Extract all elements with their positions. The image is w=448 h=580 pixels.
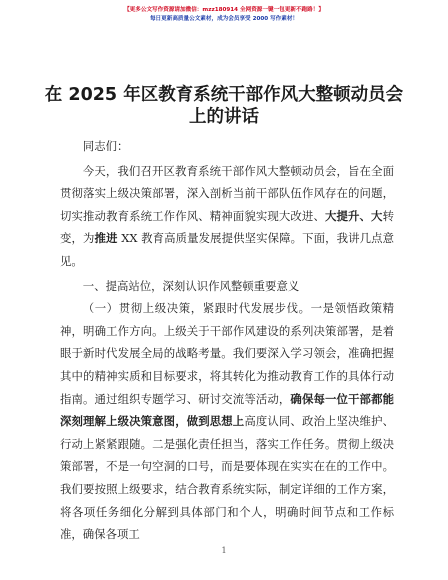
document-body [60,135,394,546]
promo-line-membership: 每日更新高质量公文素材，成为会员享受 2000 写作素材！ [149,16,299,22]
intro-text-2: 转变，为 [60,208,394,246]
promo-line-wechat: 【更多公文写作资源请加微信：mzz180914 全网资源一键一包更新不跑路！】 [124,7,324,13]
intro-bold-2: 推进 [94,231,118,246]
document-title: 在 2025 年区教育系统干部作风大整顿动员会上的讲话 [44,85,404,127]
page-number: 1 [221,546,227,555]
intro-paragraph [60,160,394,273]
section1-bold-1: 确保每一位干部都能深刻理解上级决策意图，做到思想上 [60,391,394,429]
section1-paragraph-1 [60,297,394,546]
section-heading-1: 一、提高站位，深刻认识作风整顿重要意义 [82,278,300,293]
salutation: 同志们： [82,139,129,153]
section1-text-2: 高度认同、政治上坚决维护、行动上紧紧跟随。二是强化责任担当，落实工作任务。贯彻上级决策部署，不是一句空洞的口号，而是要体现在实实在在的工作中。我们要按照上级要求，结合教育系统实际，制定详细的工作方案，将各项任务细化分解到具体部门和个人，明确时间节点和工作标准，确保各项工 [60,414,394,542]
promo-header [0,6,448,24]
intro-bold-1: 大提升、大 [324,208,383,223]
section1-text-1: （一）贯彻上级决策，紧跟时代发展步伐。一是领悟政策精神，明确工作方向。上级关于干部作风建设的系列决策部署，是着眼于新时代发展全局的战略考量。我们要深入学习领会，准确把握其中的精神实质和目标要求，将其转化为推动教育工作的具体行动指南。通过组织专题学习、研讨交流等活动， [60,301,394,406]
intro-text-1: 今天，我们召开区教育系统干部作风大整顿动员会，旨在全面贯彻落实上级决策部署，深入剖析当前干部队伍作风存在的问题，切实推动教育系统工作作风、精神面貌实现大改进、 [60,163,394,223]
intro-text-3: XX 教育高质量发展提供坚实保障。下面，我讲几点意见。 [60,231,394,268]
